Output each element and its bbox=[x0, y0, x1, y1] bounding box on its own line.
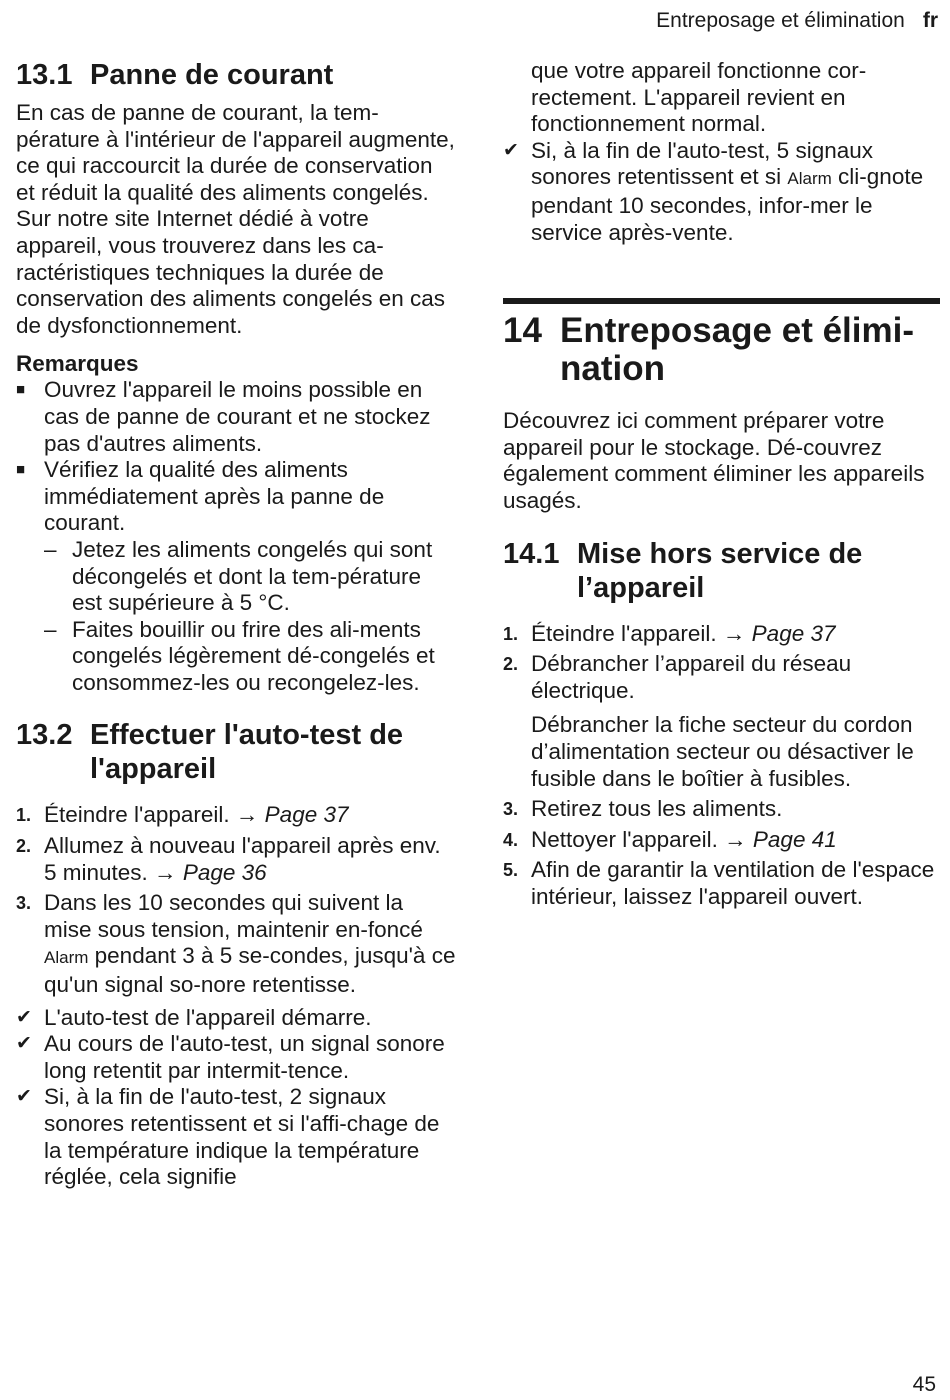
section-13-1-heading bbox=[16, 58, 456, 92]
step-text-main: Nettoyer l'appareil. → bbox=[531, 826, 753, 852]
result-text: Au cours de l'auto-test, un signal sonore long retentit par intermit-tence. bbox=[44, 1031, 445, 1083]
step-item bbox=[16, 890, 456, 998]
result-text-main: Si, à la fin de l'auto-test, 5 signaux sonores retentissent et si bbox=[531, 137, 873, 190]
step-text bbox=[44, 833, 456, 886]
step-text bbox=[44, 890, 456, 998]
chapter-14-heading bbox=[503, 312, 940, 388]
paragraph: En cas de panne de courant, la tem-pérature à l'intérieur de l'appareil augmente, ce qui raccourcit la durée de conservation et réduit la qualité des aliments congelés. bbox=[16, 100, 455, 205]
step-number: 3. bbox=[16, 893, 32, 914]
section-title: Panne de courant bbox=[90, 59, 334, 91]
step-item bbox=[503, 857, 940, 910]
header-section-title: Entreposage et élimination bbox=[656, 9, 905, 32]
checkmark-icon: ✔ bbox=[16, 1033, 32, 1055]
result-item bbox=[16, 1005, 456, 1032]
bullet-marker: ■ bbox=[16, 461, 26, 479]
step-item bbox=[503, 621, 940, 648]
section-number: 14.1 bbox=[503, 537, 560, 570]
step-text-main: Éteindre l'appareil. → bbox=[44, 802, 265, 828]
step-text-main: Dans les 10 secondes qui suivent la mise sous tension, maintenir en-foncé bbox=[44, 890, 423, 942]
dash-marker: – bbox=[44, 536, 57, 562]
list-item-text: Vérifiez la qualité des aliments immédiatement après la panne de courant. bbox=[44, 457, 385, 536]
step-number: 2. bbox=[503, 654, 519, 675]
chapter-title: Entreposage et élimi-nation bbox=[560, 311, 914, 389]
sub-list-item-text: Jetez les aliments congelés qui sont décongelés et dont la tem-pérature est supérieure à 5 °C. bbox=[72, 536, 433, 616]
result-text bbox=[531, 138, 940, 246]
right-column bbox=[503, 58, 940, 910]
paragraph: Découvrez ici comment préparer votre appareil pour le stockage. Dé-couvrez également comment éliminer les appareils usagés. bbox=[503, 408, 925, 513]
chapter-number: 14 bbox=[503, 311, 542, 351]
step-text bbox=[531, 621, 836, 648]
result-text-rest: cli-gnote pendant 10 secondes, infor-mer le service après-vente. bbox=[531, 164, 924, 245]
result-item bbox=[16, 1031, 456, 1084]
dash-marker: – bbox=[44, 616, 57, 642]
paragraph: Sur notre site Internet dédié à votre appareil, vous trouverez dans les ca-ractéristiques techniques la durée de conservation des aliments congelés en cas de dysfonctionnement. bbox=[16, 206, 445, 338]
bullet-marker: ■ bbox=[16, 381, 26, 399]
step-number: 5. bbox=[503, 860, 519, 881]
step-item bbox=[503, 651, 940, 704]
step-text bbox=[44, 802, 349, 829]
step-text-rest: pendant 3 à 5 se-condes, jusqu'à ce qu'un signal so-nore retentisse. bbox=[44, 943, 456, 998]
alarm-button-label: Alarm bbox=[787, 169, 832, 189]
sub-list-item bbox=[16, 617, 456, 697]
sub-list-item-text: Faites bouillir ou frire des ali-ments congelés légèrement dé-congelés et consommez-les ou recongelez-les. bbox=[72, 616, 435, 695]
result-item bbox=[16, 1084, 456, 1190]
checkmark-icon: ✔ bbox=[16, 1006, 32, 1028]
step-number: 1. bbox=[503, 623, 519, 644]
list-item-text: Ouvrez l'appareil le moins possible en cas de panne de courant et ne stockez pas d'autres aliments. bbox=[44, 377, 431, 456]
alarm-button-label: Alarm bbox=[44, 948, 89, 968]
page-reference-link[interactable]: Page 37 bbox=[264, 802, 349, 828]
step-number: 2. bbox=[16, 836, 32, 857]
step-item bbox=[503, 827, 940, 854]
step-text-main: Allumez à nouveau l'appareil après env. 5 minutes. → bbox=[44, 833, 441, 885]
section-13-2-heading bbox=[16, 718, 456, 786]
left-column bbox=[16, 58, 456, 1191]
page-reference-link[interactable]: Page 41 bbox=[752, 826, 837, 852]
header-language: fr bbox=[922, 9, 938, 32]
step-text: Retirez tous les aliments. bbox=[531, 796, 783, 822]
list-item bbox=[16, 457, 456, 537]
page-reference-link[interactable]: Page 36 bbox=[182, 859, 267, 885]
page-reference-link[interactable]: Page 37 bbox=[751, 620, 836, 646]
result-item bbox=[503, 138, 940, 246]
checkmark-icon: ✔ bbox=[16, 1086, 32, 1108]
step-number: 3. bbox=[503, 799, 519, 820]
result-text: L'auto-test de l'appareil démarre. bbox=[44, 1004, 372, 1030]
step-item bbox=[16, 802, 456, 829]
step-text bbox=[531, 827, 837, 854]
chapter-rule bbox=[503, 298, 940, 304]
section-number: 13.2 bbox=[16, 719, 73, 752]
section-title: Effectuer l'auto-test de l'appareil bbox=[90, 719, 404, 786]
step-item bbox=[16, 833, 456, 886]
continued-text: que votre appareil fonctionne cor-rectement. L'appareil revient en fonctionnement normal. bbox=[531, 58, 867, 137]
step-detail: Débrancher la fiche secteur du cordon d’alimentation secteur ou désactiver le fusible dans le boîtier à fusibles. bbox=[531, 712, 914, 791]
step-text-main: Éteindre l'appareil. → bbox=[531, 620, 752, 646]
step-text: Afin de garantir la ventilation de l'espace intérieur, laissez l'appareil ouvert. bbox=[531, 857, 935, 909]
step-text: Débrancher l’appareil du réseau électrique. bbox=[531, 651, 852, 703]
result-text: Si, à la fin de l'auto-test, 2 signaux sonores retentissent et si l'affi-chage de la température indique la température réglée, cela signifie bbox=[44, 1084, 440, 1190]
section-title: Mise hors service de l’appareil bbox=[577, 537, 863, 604]
checkmark-icon: ✔ bbox=[503, 139, 519, 161]
running-header bbox=[656, 9, 938, 33]
page-number: 45 bbox=[912, 1373, 936, 1396]
section-number: 13.1 bbox=[16, 59, 73, 91]
step-number: 1. bbox=[16, 805, 32, 826]
section-14-1-heading bbox=[503, 537, 940, 605]
sub-list-item bbox=[16, 537, 456, 617]
step-item bbox=[503, 796, 940, 823]
step-number: 4. bbox=[503, 829, 519, 850]
list-item bbox=[16, 377, 456, 457]
remarks-title: Remarques bbox=[16, 351, 139, 377]
